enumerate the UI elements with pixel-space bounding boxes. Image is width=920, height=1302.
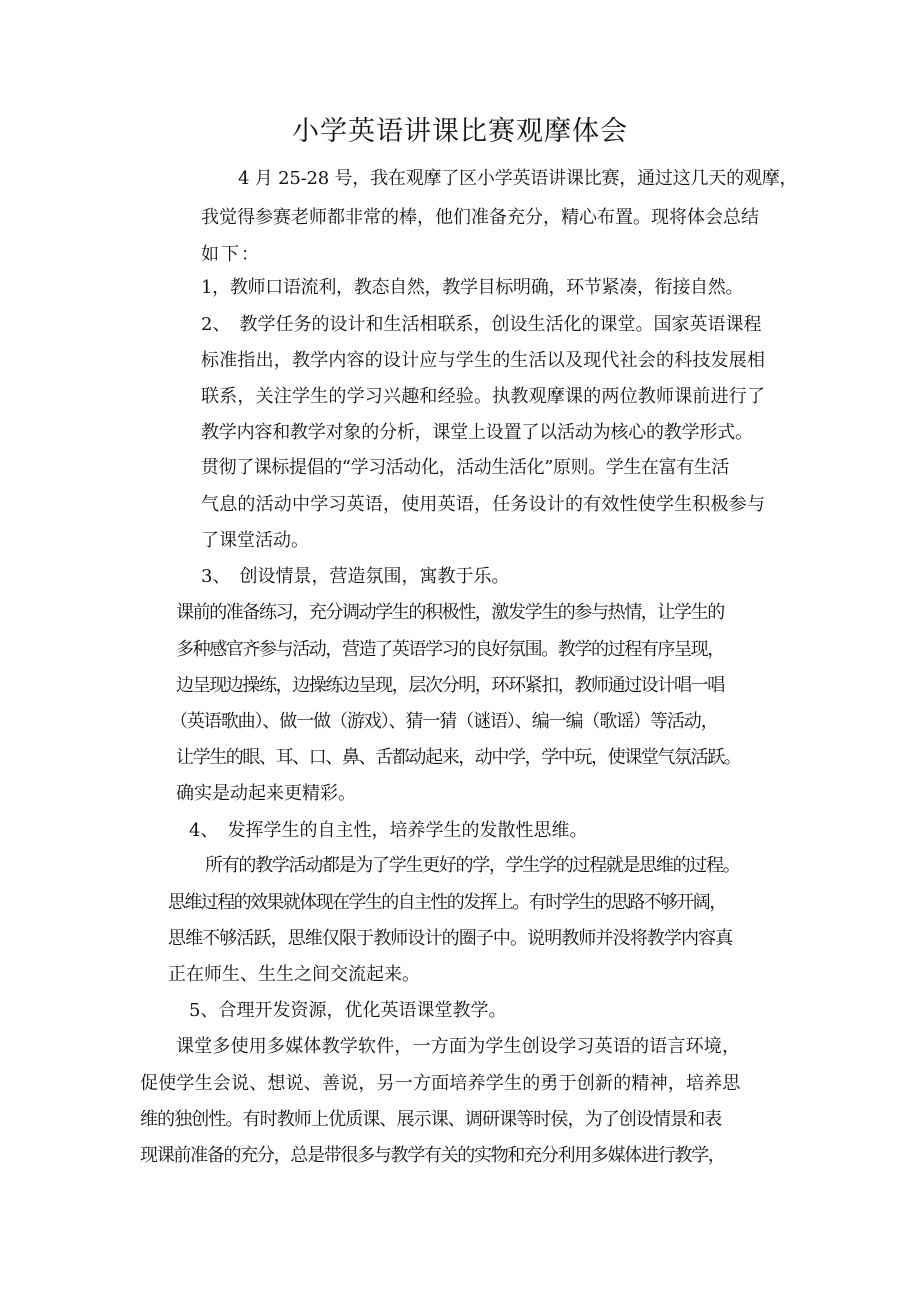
paragraph-line: 确实是动起来更精彩。 xyxy=(176,783,356,804)
paragraph-line: 教学内容和教学对象的分析，课堂上设置了以活动为核心的教学形式。 xyxy=(201,422,753,443)
paragraph-line: 边呈现边操练，边操练边呈现，层次分明，环环紧扣，教师通过设计唱一唱 xyxy=(176,675,724,696)
paragraph-line: 促使学生会说、想说、善说，另一方面培养学生的勇于创新的精神，培养思 xyxy=(140,1073,741,1094)
paragraph-line: 如下： xyxy=(201,244,261,265)
paragraph-line: 正在师生、生生之间交流起来。 xyxy=(168,964,420,985)
paragraph-line: 思维过程的效果就体现在学生的自主性的发挥上。有时学生的思路不够开阔， xyxy=(168,892,726,913)
paragraph-line: 4、 发挥学生的自主性，培养学生的发散性思维。 xyxy=(189,820,588,841)
paragraph-line: 课堂多使用多媒体教学软件，一方面为学生创设学习英语的语言环境， xyxy=(176,1036,741,1057)
paragraph-line: 贯彻了课标提倡的“学习活动化，活动生活化”原则。学生在富有生活 xyxy=(201,457,730,478)
paragraph-line: 联系，关注学生的学习兴趣和经验。执教观摩课的两位教师课前进行了 xyxy=(201,386,766,407)
paragraph-line: 5、合理开发资源，优化英语课堂教学。 xyxy=(189,1000,507,1021)
paragraph-line: 标准指出，教学内容的设计应与学生的生活以及现代社会的科技发展相 xyxy=(201,350,766,371)
paragraph-line: 2、 教学任务的设计和生活相联系，创设生活化的课堂。国家英语课程 xyxy=(201,314,762,335)
paragraph-line: 4 月 25-28 号，我在观摩了区小学英语讲课比赛，通过这几天的观摩， xyxy=(238,168,798,189)
paragraph-line: 思维不够活跃，思维仅限于教师设计的圈子中。说明教师并没将教学内容真 xyxy=(168,928,733,949)
paragraph-line: 所有的教学活动都是为了学生更好的学，学生学的过程就是思维的过程。 xyxy=(205,855,740,876)
paragraph-line: 多种感官齐参与活动，营造了英语学习的良好氛围。教学的过程有序呈现， xyxy=(176,639,724,660)
paragraph-line: 3、 创设情景，营造氛围，寓教于乐。 xyxy=(201,566,510,587)
paragraph-line: 气息的活动中学习英语，使用英语，任务设计的有效性使学生积极参与 xyxy=(201,494,766,515)
paragraph-line: 了课堂活动。 xyxy=(201,530,309,551)
paragraph-line: 我觉得参赛老师都非常的棒，他们准备充分，精心布置。现将体会总结 xyxy=(201,207,759,228)
paragraph-line: 让学生的眼、耳、口、鼻、舌都动起来，动中学，学中玩，使课堂气氛活跃。 xyxy=(176,747,741,768)
paragraph-line: 1，教师口语流利，教态自然，教学目标明确，环节紧凑，衔接自然。 xyxy=(201,277,744,298)
paragraph-line: （英语歌曲）、做一做（游戏）、猜一猜（谜语）、编一编（歌谣）等活动， xyxy=(170,711,718,732)
paragraph-line: 课前的准备练习，充分调动学生的积极性，激发学生的参与热情，让学生的 xyxy=(176,602,724,623)
document-title: 小学英语讲课比赛观摩体会 xyxy=(292,116,628,147)
paragraph-line: 维的独创性。有时教师上优质课、展示课、调研课等时侯，为了创设情景和表 xyxy=(140,1109,722,1130)
paragraph-line: 现课前准备的充分，总是带很多与教学有关的实物和充分利用多媒体进行教学， xyxy=(140,1145,725,1166)
